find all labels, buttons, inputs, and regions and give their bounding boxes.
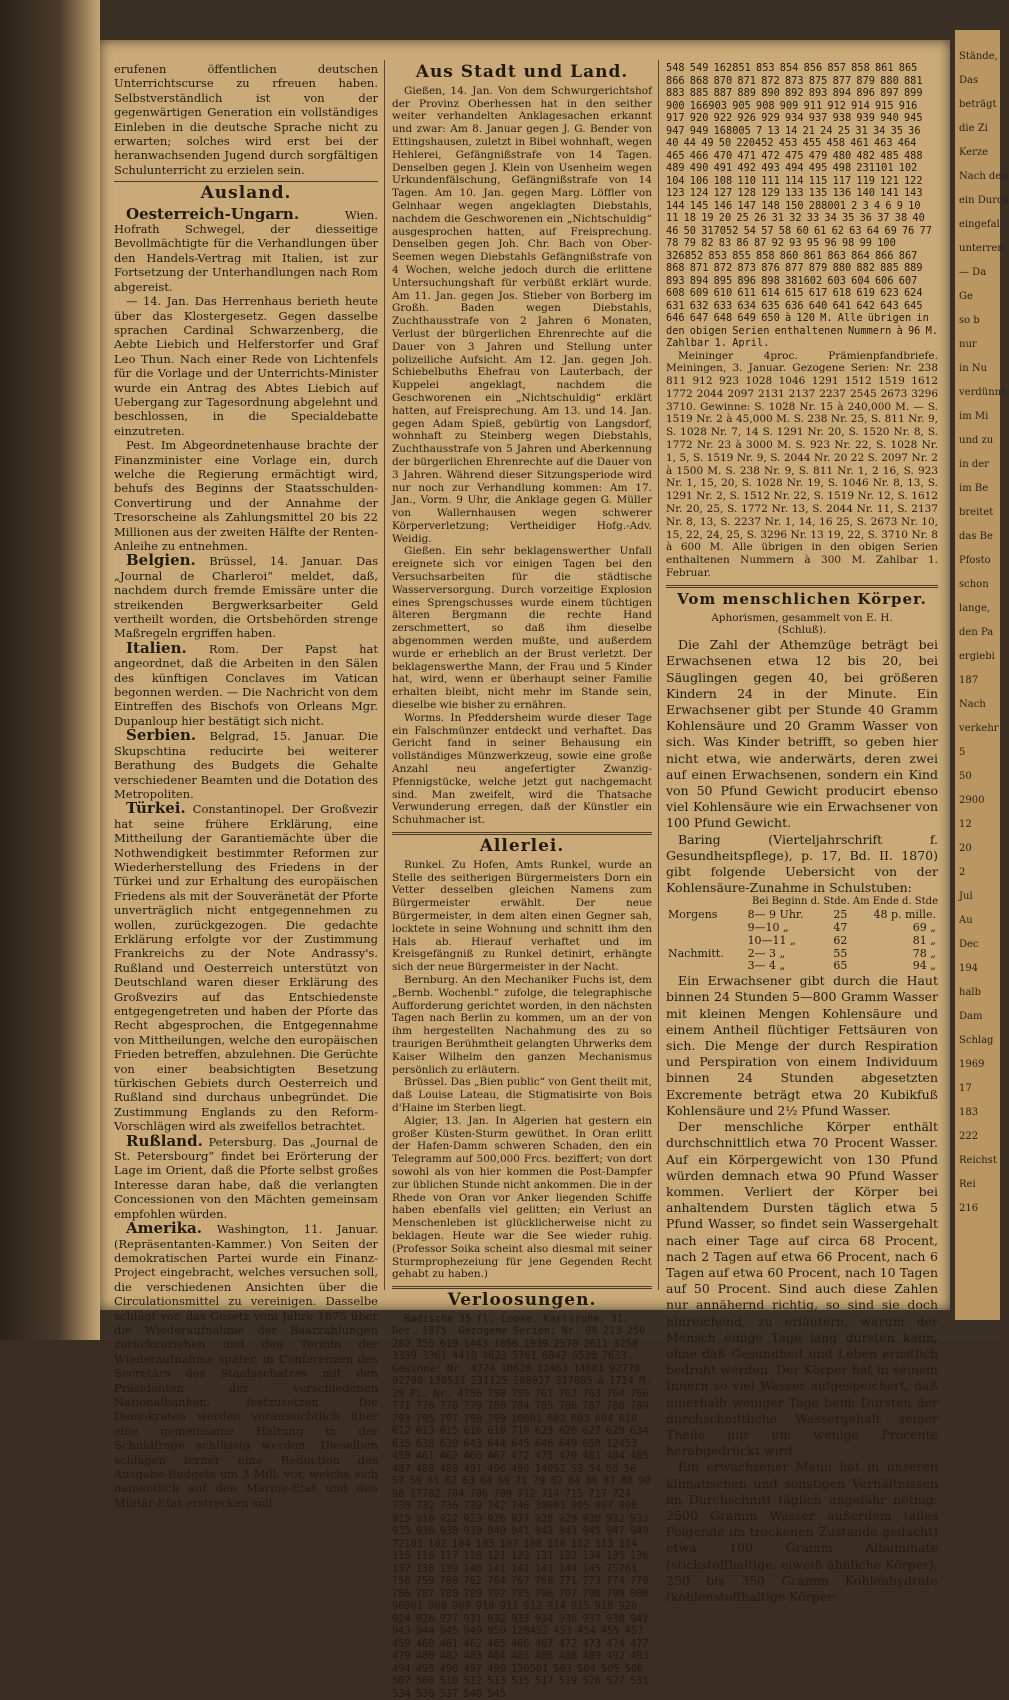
adjacent-page-fragment: 50 <box>959 771 972 782</box>
paragraph-breathing: Die Zahl der Athemzüge beträgt bei Erwachsenen etwa 12 bis 20, bei Säuglingen gegen 40, bei größeren Kindern 24 in der Minute. Ein Erwachsener gibt per Stunde 40 Gramm Kohlensäure und 20 Gramm Wasser von sich. Was Kinder betrifft, so geben hier nicht etwa, wie anderwärts, deren zwei auf einen Erwachsenen, sondern ein Kind von 50 Pfund Gewicht producirt ebenso viel Kohlensäure wie ein Erwachsener von 100 Pfund Gewicht. <box>666 637 938 831</box>
co2-table-row <box>666 922 938 935</box>
country-heading-russland: Rußland. <box>126 1131 203 1150</box>
article-herrenhaus: — 14. Jan. Das Herrenhaus berieth heute über das Klostergesetz. Gegen dasselbe sprachen Cardinal Schwarzenberg, die Aebte Liebich und Helferstorfer und Graf Leo Thun. Nach einer Rede von Lichtenfels für die Vorlage und der Unterrichts-Minister wurde ein Antrag des Abtes Liebich auf Uebergang zur Tagesordnung abgelehnt und beschlossen, in die Specialdebatte einzutreten. <box>114 294 378 438</box>
co2-table-cell: 10—11 „ <box>747 933 796 947</box>
adjacent-page-fragment: 20 <box>959 843 972 854</box>
paragraph-baring: Baring (Vierteljahrschrift f. Gesundheitspflege), p. 17, Bd. II. 1870) gibt folgende Uebersicht von der Kohlensäure-Zunahme in Schulstuben: <box>666 831 938 896</box>
adjacent-page-fragment: 17 <box>959 1083 972 1094</box>
adjacent-page-fragment: unterren <box>959 243 1004 254</box>
co2-table-cell: 78 „ <box>912 946 936 960</box>
adjacent-page-fragment: 194 <box>959 963 979 974</box>
article-bernburg: Bernburg. An den Mechaniker Fuchs ist, dem „Bernb. Wochenbl.“ zufolge, die telegraphische Aufforderung gerichtet worden, in den nächsten Tagen nach Berlin zu kommen, um an der von ihm hergestellten Nachahmung des zu so traurigen Berühmtheit gelangten Uhrwerks dem Kaiser Wilhelm den ganzen Mechanismus persönlich zu erläutern. <box>392 973 652 1076</box>
adjacent-page-fragment: Reichst <box>959 1155 997 1166</box>
article-belgien: Brüssel, 14. Januar. Das „Journal de Charleroi“ meldet, daß, nachdem durch fremde Emissäre unter die streikenden Bergwerksarbeiter Geld vertheilt worden, die Ortsbehörden strenge Maßregeln ergriffen haben. <box>114 554 378 641</box>
lottery-list-continued: 548 549 162851 853 854 856 857 858 861 865 866 868 870 871 872 873 875 877 879 880 881 883 885 887 889 890 892 893 894 896 897 899 900 166903 905 908 909 911 912 914 915 916 917 920 922 926 929 934 937 938 939 940 945 947 949 168005 7 13 14 21 24 25 31 34 35 36 40 44 49 50 220452 453 455 458 461 463 464 465 466 470 471 472 475 479 480 482 485 488 489 490 491 492 493 494 495 498 231101 102 104 106 108 110 111 114 115 117 119 121 122 123 124 127 128 129 133 135 136 140 141 143 144 145 146 147 148 150 288001 2 3 4 6 9 10 11 18 19 20 25 26 31 32 33 34 35 36 37 38 40 46 50 317052 54 57 58 60 61 62 63 64 69 76 77 78 79 82 83 86 87 92 93 95 96 98 99 100 326852 853 855 858 860 861 863 864 866 867 868 871 872 873 876 877 879 880 882 885 889 893 894 895 896 898 381602 603 604 606 607 608 609 610 611 614 615 617 618 619 623 624 631 632 633 634 635 636 640 641 642 643 645 646 647 648 649 650 à 120 M. Alle übrigen in den obigen Serien enthaltenen Nummern à 96 M. Zahlbar 1. April. <box>666 62 938 349</box>
co2-table-cell <box>666 935 746 948</box>
adjacent-page-fragment: Stände, <box>959 51 998 62</box>
adjacent-page-fragment: Au <box>959 915 973 926</box>
country-heading-amerika: Amerika. <box>126 1219 202 1238</box>
co2-table-cell: 48 p. mille. <box>873 908 936 922</box>
article-amerika: Washington, 11. Januar. (Repräsentanten-Kammer.) Von Seiten der demokratischen Partei wurde ein Finanz-Project eingebracht, welches versuchen soll, die verschiedenen Ansichten über die Circulationsmittel zu vereinigen. Dasselbe schlägt vor, das Gesetz vom Jahre 1875 über die Wiederaufnahme der Baarzahlungen zurückzuziehen und den Termin der Wiederaufnahme später, in Conferenzen des Secretärs des Staatsschatzes mit den Präsidenten der verschiedenen Nationalbanken, festzusetzen. Die Demokraten werden voraussichtlich über eine gemeinsame Haltung in der Schuldfrage schlüssig werden. Dieselben schlagen ferner eine Reduction des Ausgabe-Budgets um 3 Mill. vor, welche sich namentlich auf den Marine-Etat und den Militär-Etat erstrecken soll. <box>114 1222 379 1510</box>
conclusion-note: (Schluß). <box>777 624 827 637</box>
article-algier: Algier, 13. Jan. In Algerien hat gestern ein großer Küsten-Sturm gewüthet. In Oran erlitt der Hafen-Damm schweren Schaden, den ein Telegramm auf 500,000 Frcs. beziffert; von dort sowohl als von hier kommen die Post-Dampfer zur üblichen Stunde nicht ankommen. Die in der Rhede von Oran vor Anker liegenden Schiffe haben ebenfalls viel gelitten; ein Verlust an Menschenleben ist glücklicherweise nicht zu beklagen. Heute war die See wieder ruhig. (Professor Soika scheint also diesmal mit seiner Sturmprophezeiung für jene Gegenden Recht gehabt zu haben.) <box>392 1114 652 1281</box>
adjacent-page-fragment: 216 <box>959 1203 979 1214</box>
adjacent-page-fragment: schon <box>959 579 989 590</box>
adjacent-page-fragment: beträgt <box>959 99 997 110</box>
article-serbien: Belgrad, 15. Januar. Die Skupschtina reducirte bei weiterer Berathung des Budgets die Gehalte verschiedener Beamten und die Dotation des Metropoliten. <box>114 729 378 801</box>
co2-table-cell <box>666 922 746 935</box>
adjacent-page-fragment: 2900 <box>959 795 985 806</box>
adjacent-page-fragment: Kerze <box>959 147 989 158</box>
country-heading-oesterreich: Oesterreich-Ungarn. <box>126 204 300 223</box>
divider <box>392 832 652 835</box>
adjacent-page-fragment: Dam <box>959 1011 983 1022</box>
intro-paragraph: erufenen öffentlichen deutschen Unterrichtscurse zu rfreuen haben. Selbstverständlich ist von der gegenwärtigen Generation ein vollständiges Einleben in die deutsche Sprache nicht zu erwarten; solches wird erst bei der heranwachsenden Jugend durch sorgfältigen Schulunterricht zu erzielen sein. <box>114 62 378 177</box>
adjacent-page-fragment: Dec <box>959 939 979 950</box>
adjacent-page-fragment: 1969 <box>959 1059 985 1070</box>
adjacent-page-text <box>959 50 1009 1226</box>
co2-table <box>666 909 938 973</box>
article-russland: Petersburg. Das „Journal de St. Petersbourg“ findet bei Erörterung der Lage im Orient, daß die Pforte selbst großes Interesse daran habe, daß die verlangten Concessionen von den Mächten gemeinsam empfohlen würden. <box>114 1134 378 1221</box>
column-rule-1 <box>384 60 385 1290</box>
adjacent-page-fragment: in der <box>959 459 989 470</box>
adjacent-page-fragment: verkehr <box>959 723 999 734</box>
co2-table-cell: 65 <box>833 959 848 973</box>
article-italien: Rom. Der Papst hat angeordnet, daß die Arbeiten in den Sälen des künftigen Conclaves im Vatican begonnen werden. — Die Nachricht von dem Eintreffen des Bischofs von Orleans Mgr. Dupanloup hier bestätigt sich nicht. <box>114 641 378 728</box>
column-rule-2 <box>658 60 659 1290</box>
divider <box>666 585 938 588</box>
adjacent-page-fragment: 12 <box>959 819 972 830</box>
lottery-meiningen: Meininger 4proc. Prämienpfandbriefe. Meiningen, 3. Januar. Gezogene Serien: Nr. 238 811 912 923 1028 1046 1291 1512 1519 1612 1772 2044 2097 2131 2137 2237 2545 2673 3296 3710. Gewinne: S. 1028 Nr. 15 à 240,000 M. — S. 1519 Nr. 2 à 45,000 M. S. 238 Nr. 25, S. 811 Nr. 9, S. 1028 Nr. 7, 14 S. 1291 Nr. 20, S. 1520 Nr. 8, S. 1772 Nr. 23 à 3000 M. S. 923 Nr. 22, S. 1028 Nr. 1, 5, S. 1519 Nr. 9, S. 2044 Nr. 20 22 S. 2097 Nr. 2 à 1500 M. S. 238 Nr. 9, S. 811 Nr. 1, 2 16, S. 923 Nr. 1, 15, 20, S. 1028 Nr. 19, S. 1046 Nr. 8, 13, S. 1291 Nr. 2, S. 1512 Nr. 22, S. 1519 Nr. 12, S. 1612 Nr. 20, 25, S. 1772 Nr. 13, S. 2044 Nr. 11, S. 2137 Nr. 8, 13, S. 2237 Nr. 1, 14, 16 25, S. 2673 Nr. 10, 15, 22, 24, 25, S. 3296 Nr. 13 19, 22, S. 3710 Nr. 8 à 600 M. Alle übrigen in den obigen Serien enthaltenen Nummern à 300 M. Zahlbar 1. Februar. <box>666 349 938 580</box>
adjacent-page-fragment: Ge <box>959 291 973 302</box>
adjacent-page-fragment: Nach den <box>959 171 1008 182</box>
article-worms: Worms. In Pfeddersheim wurde dieser Tage ein Falschmünzer entdeckt und verhaftet. Das Gericht fand in seiner Behausung ein vollständiges Münzwerkzeug, sowie eine große Anzahl neu angefertigter Zwanzig-Pfennigstücke, welche jetzt gut nachgemacht sind. Man zweifelt, wird die Thatsache Verwunderung erregen, daß der Künstler ein Schuhmacher ist. <box>392 711 652 827</box>
article-bruessel: Brüssel. Das „Bien public“ von Gent theilt mit, daß Louise Lateau, die Stigmatisirte von Bois d'Haine im Sterben liegt. <box>392 1076 652 1114</box>
co2-table-cell: Morgens <box>668 908 718 922</box>
adjacent-page-fragment: so b <box>959 315 980 326</box>
co2-table-cell: 94 „ <box>912 959 936 973</box>
adjacent-page-fragment: 187 <box>959 675 979 686</box>
co2-table-cell: 55 <box>833 946 848 960</box>
adjacent-page-fragment: Das <box>959 75 979 86</box>
adjacent-page-fragment: 2 <box>959 867 966 878</box>
adjacent-page-fragment: Pfosto <box>959 555 991 566</box>
table-header: Bei Beginn d. Stde. Am Ende d. Stde <box>752 896 938 908</box>
column-3 <box>666 62 938 1605</box>
adjacent-page-fragment: breitet <box>959 507 994 518</box>
newspaper-page <box>100 40 950 1700</box>
book-binding <box>0 0 100 1340</box>
co2-table-cell: 9—10 „ <box>747 921 789 935</box>
adjacent-page-fragment: ein Durch <box>959 195 1009 206</box>
divider <box>392 1286 652 1289</box>
section-heading-ausland: Ausland. <box>200 183 292 204</box>
article-oesterreich: Wien. Hofrath Schwegel, der diesseitige Bevollmächtigte für die Verhandlungen über den Handels-Vertrag mit Italien, ist zur Fortsetzung der Unterhandlungen nach Rom abgereist. <box>114 207 378 294</box>
adjacent-page-fragment: die Zi <box>959 123 988 134</box>
adjacent-page-fragment: eingefal <box>959 219 1000 230</box>
adjacent-page-fragment: 222 <box>959 1131 979 1142</box>
paragraph-skin: Ein Erwachsener gibt durch die Haut binnen 24 Stunden 5—800 Gramm Wasser mit kleinen Mengen Kohlensäure und einem Antheil flüchtiger Fettsäuren von sich. Die Menge der durch Respiration und Perspiration von einem Individuum binnen 24 Stunden abgesetzten Excremente beträgt etwa 20 Kubikfuß Kohlensäure und 2½ Pfund Wasser. <box>666 973 938 1118</box>
section-heading-allerlei: Allerlei. <box>479 836 565 857</box>
co2-table-cell: 81 „ <box>912 933 936 947</box>
adjacent-page-fragment: nur <box>959 339 977 350</box>
adjacent-page-fragment: Schlag <box>959 1035 994 1046</box>
paragraph-water: Der menschliche Körper enthält durchschnittlich etwa 70 Procent Wasser. Auf ein Körpergewicht von 130 Pfund würden demnach etwa 90 Pfund Wasser kommen. Verliert der Körper bei anhaltendem Dursten täglich etwa 5 Pfund Wasser, so findet sein Wassergehalt nach einer Tage auf circa 68 Procent, nach 2 Tagen auf etwa 66 Procent, nach 6 Tagen auf etwa 60 Procent, nach 10 Tagen auf 50 Procent. Sind auch diese Zahlen nur annähernd richtig, so sind sie doch hinreichend, zu erläutern, warum der Mensch einige Tage lang dursten kann, ohne daß Gesundheit und Leben ernstlich bedroht werden. Der Körper hat in seinem Innern so viel Wasser aufgespeichert, daß innerhalb weniger Tage beim Dursten der durchschnittliche Wassergehalt seiner Theile nur um wenige Procente herabgedrückt wird. <box>666 1119 938 1459</box>
adjacent-page-fragment: lange, <box>959 603 991 614</box>
country-heading-belgien: Belgien. <box>126 551 196 570</box>
adjacent-page-fragment: im Mi <box>959 411 989 422</box>
co2-table-cell: 25 <box>833 908 848 922</box>
adjacent-page-fragment: Jul <box>959 891 973 902</box>
article-runkel: Runkel. Zu Hofen, Amts Runkel, wurde an Stelle des seitherigen Bürgermeisters Dorn ein Vetter desselben gleichen Namens zum Bürgermeister erwählt. Der neue Bürgermeister, in dem alten einen Gegner sah, locktete in seine Wohnung und schnitt ihm den Hals ab. Hierauf verhaftet und im Kreisgefängniß zu Runkel detinirt, erhängte sich der neue Bürgermeister in der Nacht. <box>392 858 652 974</box>
adjacent-page-fragment: — Da <box>959 267 987 278</box>
co2-table-row <box>666 960 938 973</box>
co2-table-cell: 3— 4 „ <box>747 959 786 973</box>
country-heading-serbien: Serbien. <box>126 726 197 745</box>
section-heading-stadt-land: Aus Stadt und Land. <box>415 62 629 82</box>
adjacent-page-edge <box>955 30 1009 1320</box>
country-heading-italien: Italien. <box>126 638 187 657</box>
co2-table-row <box>666 948 938 961</box>
column-1 <box>114 62 378 1510</box>
adjacent-page-fragment: 183 <box>959 1107 979 1118</box>
section-heading-koerper: Vom menschlichen Körper. <box>677 589 927 608</box>
co2-table-cell: 2— 3 „ <box>747 946 786 960</box>
article-tuerkei: Constantinopel. Der Großvezir hat seine frühere Erklärung, eine Mittheilung der Garantiemächte über die Nothwendigkeit bestimmter Reformen zur Wiederherstellung des Friedens in der Türkei und zur Erhaltung des europäischen Friedens als mit der Souveränetät der Pforte unverträglich nicht entgegennehmen zu wollen, zurückgezogen. Die gedachte Erklärung erfolgte vor der Zustimmung Frankreichs zu der Note Andrassy's. Rußland und Oesterreich unterstützt von Deutschland waren dieser Erklärung des Großvezirs auf das Entschiedenste entgegengetreten und haben der Pforte das Recht abgesprochen, die Entgegennahme von Mittheilungen, welche den europäischen Frieden betreffen, abzulehnen. Die Gerüchte von einer beabsichtigten Besetzung türkischen Gebiets durch Oesterreich und Rußland sind durchaus unbegründet. Die Zustimmung Englands zu den Reform-Vorschlägen wird als zweifellos betrachtet. <box>114 802 378 1134</box>
co2-table-cell: 47 <box>833 921 848 935</box>
adjacent-page-fragment: in Nu <box>959 363 988 374</box>
adjacent-page-fragment: Nach <box>959 699 986 710</box>
co2-table-cell <box>666 960 746 973</box>
adjacent-page-fragment: und zu <box>959 435 994 446</box>
article-pest: Pest. Im Abgeordnetenhause brachte der Finanzminister eine Vorlage ein, durch welche die Regierung ermächtigt wird, behufs des Beginns der Staatsschulden-Convertirung und der Annahme der Tresorscheine als Zahlungsmittel 20 bis 22 Millionen aus der zweiten Hälfte der Renten-Anleihe zu entnehmen. <box>114 438 378 553</box>
co2-table-cell: Nachmitt. <box>668 946 724 960</box>
co2-table-cell: 62 <box>833 933 848 947</box>
adjacent-page-fragment: das Be <box>959 531 993 542</box>
paragraph-nutrition: Ein erwachsener Mann hat in unseren klimatischen und sonstigen Verhältnissen im Durchschnitt täglich ungefähr nöthig: 2500 Gramm Wasser außerdem (alles Folgende im trockenen Zustande gedacht) etwa 100 Gramm Albuminate (stickstoffhaltige, eiweiß ähnliche Körper), 250 bis 350 Gramm Kohlenhydrate (kohlenstoffhaltige Körper: <box>666 1459 938 1604</box>
column-2 <box>392 62 652 1700</box>
lottery-list-baden: Badische 35 fl.-Loose. Karlsruhe, 31. Dec. 1875. Gezogene Serien: Nr. 96 213 250 282 355 619 1443 1856 1939 2570 2611 3258 3339 3361 4410 4623 5761 6842 6538 7633. Gewinne: Nr. 4774 10628 12463 14081 92778 92790 130533 231125 288027 317085 à 1714 M. 29 Pi. Nr. 4756 758 759 761 762 763 764 766 771 776 778 779 780 784 785 786 787 788 789 793 795 797 798 799 10601 602 603 604 610 612 613 615 616 618 719 623 626 627 629 634 635 638 639 643 644 645 646 649 650 12453 459 461 462 466 467 472 475 479 481 484 485 487 488 489 491 496 499 14052 53 54 55 56 57 59 61 62 63 64 69 71 79 82 84 86 87 88 90 98 17702 704 706 709 712 714 715 717 724 730 732 736 739 742 746 30901 905 907 908 915 916 922 923 926 927 928 929 930 932 933 935 936 938 939 940 941 942 943 945 947 949 72101 102 104 105 107 108 110 112 113 114 115 116 117 118 121 122 131 132 134 135 136 137 138 139 140 141 142 143 144 145 75761 756 759 760 762 764 767 768 771 773 774 779 786 787 788 789 792 795 796 797 798 799 800 96901 908 909 910 911 912 914 915 918 920 924 926 927 931 932 933 934 936 937 938 942 943 944 945 949 950 128452 453 454 455 457 459 460 461 462 465 466 467 472 473 474 477 479 480 482 483 484 485 486 488 489 492 493 494 495 496 497 499 130501 503 504 505 506 507 508 510 512 513 515 517 519 526 527 531 534 536 537 540 545 <box>392 1312 652 1700</box>
country-heading-tuerkei: Türkei. <box>126 799 186 818</box>
adjacent-page-fragment: halb <box>959 987 982 998</box>
co2-table-row <box>666 935 938 948</box>
article-giessen-schwurgericht: Gießen, 14. Jan. Von dem Schwurgerichtshof der Provinz Oberhessen hat in den seither weiter verhandelten Anklagesachen erkannt und zwar: Am 8. Januar gegen J. G. Bender von Ettingshausen, zuletzt in Bibel wohnhaft, wegen Hehlerei, Gefängnißstrafe von 14 Tagen. Denselben gegen J. Klein von Usenheim wegen Urkundenfälschung, Gefängnißstrafe von 14 Tagen. Am 10. Jan. gegen Marg. Löffler von Gelnhaar wegen angeklagten Diebstahls, nachdem die Geschworenen ein „Nichtschuldig“ ausgesprochen hatten, auf Freisprechung. Denselben gegen Joh. Chr. Bach von Ober-Seemen wegen Diebstahls Gefängnißstrafe von 4 Wochen, welche jedoch durch die erlittene Untersuchungshaft für verbüßt erklärt wurde. Am 11. Jan. gegen Jos. Stieber von Borberg im Großh. Baden wegen Diebstahls, Zuchthausstrafe von 2 Jahren 6 Monaten, Verlust der bürgerlichen Ehrenrechte auf die Dauer von 3 Jahren und Stellung unter polizeiliche Aufsicht. Am 12. Jan. gegen Joh. Schiebelbuths Ehefrau von Lauterbach, der Kuppelei angeklagt, nachdem die Geschworenen ein „Nichtschuldig“ erklärt hatten, auf Freisprechung. Am 13. und 14. Jan. gegen Adam Spieß, gebürtig von Langsdorf, wohnhaft zu Steinberg wegen Diebstahls, Zuchthausstrafe von 5 Jahren und Aberkennung der bürgerlichen Ehrenrechte auf die Dauer von 3 Jahren. Während dieser Sitzungsperiode wird nur noch zur Verhandlung kommen: Am 17. Jan., Vorm. 9 Uhr, die Anklage gegen G. Müller von Wallernhausen wegen schwerer Körperverletzung; Vertheidiger Hofg.-Adv. Weidig. <box>392 84 652 545</box>
adjacent-page-fragment: Rei <box>959 1179 976 1190</box>
adjacent-page-fragment: 5 <box>959 747 966 758</box>
co2-table-row <box>666 909 938 922</box>
adjacent-page-fragment: ergiebi <box>959 651 995 662</box>
adjacent-page-fragment: verdünnt <box>959 387 1006 398</box>
adjacent-page-fragment: im Be <box>959 483 989 494</box>
adjacent-page-fragment: den Pa <box>959 627 994 638</box>
section-heading-verloosungen: Verloosungen. <box>447 1290 597 1311</box>
divider <box>114 181 378 182</box>
co2-table-cell: 8— 9 Uhr. <box>747 908 804 922</box>
co2-table-cell: 69 „ <box>912 921 936 935</box>
aphorisms-byline: Aphorismen, gesammelt von E. H. <box>711 611 893 624</box>
article-giessen-unfall: Gießen. Ein sehr beklagenswerther Unfall ereignete sich vor einigen Tagen bei den Versuchsarbeiten für die städtische Wasserversorgung. Durch vorzeitige Explosion eines Sprengschusses wurde einem tüchtigen älteren Bergmann die rechte Hand zerschmettert, so daß ihm dieselbe abgenommen werden mußte, und außerdem wurde er erheblich an der Brust verletzt. Der beklagenswerthe Mann, der Frau und 5 Kinder hat, wird, wenn er überhaupt seiner Familie erhalten bleibt, nicht mehr im Stande sein, dieselbe wie bisher zu ernähren. <box>392 545 652 712</box>
